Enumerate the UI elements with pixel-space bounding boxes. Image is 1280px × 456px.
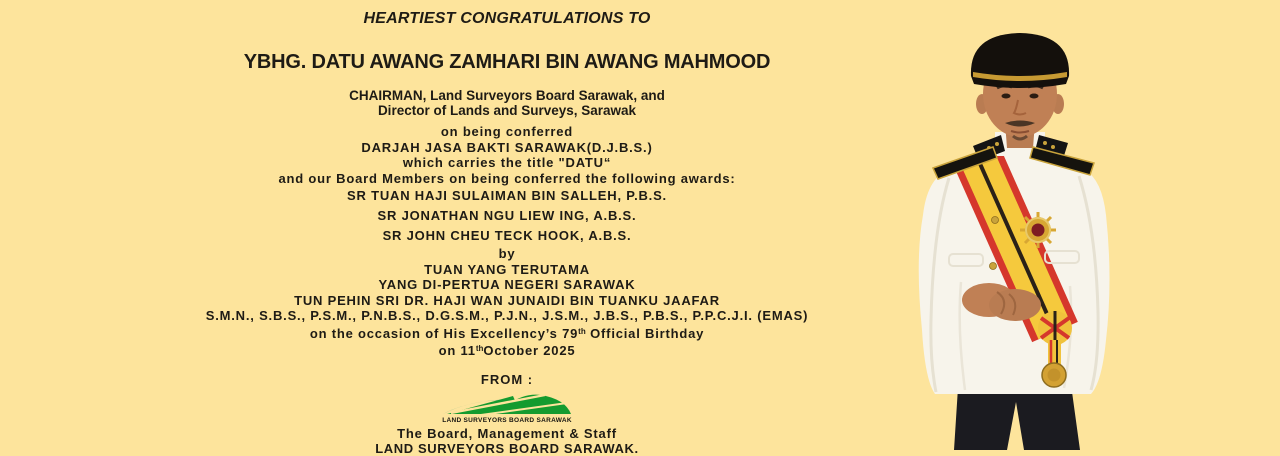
board-intro: and our Board Members on being conferred the following awards:	[278, 170, 736, 186]
logo-caption: LAND SURVEYORS BOARD SARAWAK	[442, 416, 572, 424]
banner-heading: HEARTIEST CONGRATULATIONS TO	[363, 10, 651, 27]
honors-line: S.M.N., S.B.S., P.S.M., P.N.B.S., D.G.S.M., P.J.N., J.S.M., J.B.S., P.B.S., P.P.C.J.I. (EMAS)	[205, 308, 809, 323]
board-member-1: SR TUAN HAJI SULAIMAN BIN SALLEH, P.B.S.	[347, 188, 667, 203]
conferrer-line-1: TUAN YANG TERUTAMA	[424, 261, 590, 277]
role-line-1: CHAIRMAN, Land Surveyors Board Sarawak, and	[349, 88, 665, 103]
official-portrait-photo	[905, 30, 1120, 450]
conferrer-line-2: YANG DI-PERTUA NEGERI SARAWAK	[378, 277, 636, 292]
lsbs-logo-icon	[441, 391, 573, 417]
board-member-3: SR JOHN CHEU TECK HOOK, A.B.S.	[382, 228, 632, 243]
title-note: which carries the title "DATU“	[402, 155, 612, 170]
signoff-line-1: The Board, Management & Staff	[397, 425, 617, 441]
ordinal-superscript: th	[475, 344, 484, 353]
by-label: by	[498, 246, 516, 261]
lsbs-logo	[0, 391, 1014, 417]
conferrer-line-3: TUN PEHIN SRI DR. HAJI WAN JUNAIDI BIN TUANKU JAAFAR	[294, 292, 720, 308]
board-member-2: SR JONATHAN NGU LIEW ING, A.B.S.	[377, 208, 637, 223]
signoff-line-2: LAND SURVEYORS BOARD SARAWAK.	[375, 440, 639, 456]
honoree-name: YBHG. DATU AWANG ZAMHARI BIN AWANG MAHMOOD	[243, 51, 771, 73]
chest-star-medal	[1020, 212, 1056, 248]
songkok-hat	[971, 33, 1069, 88]
conferred-intro: on being conferred	[440, 124, 574, 139]
award-details	[0, 124, 1014, 359]
award-title: DARJAH JASA BAKTI SARAWAK(D.J.B.S.)	[361, 139, 653, 155]
date-line: on 11thOctober 2025	[438, 343, 576, 358]
from-label: FROM :	[480, 371, 534, 387]
ordinal-superscript: th	[578, 326, 586, 336]
honoree-roles	[0, 89, 1014, 118]
occasion-line: on the occasion of His Excellency’s 79th Official Birthday	[309, 325, 705, 341]
role-line-2: Director of Lands and Surveys, Sarawak	[377, 102, 637, 118]
